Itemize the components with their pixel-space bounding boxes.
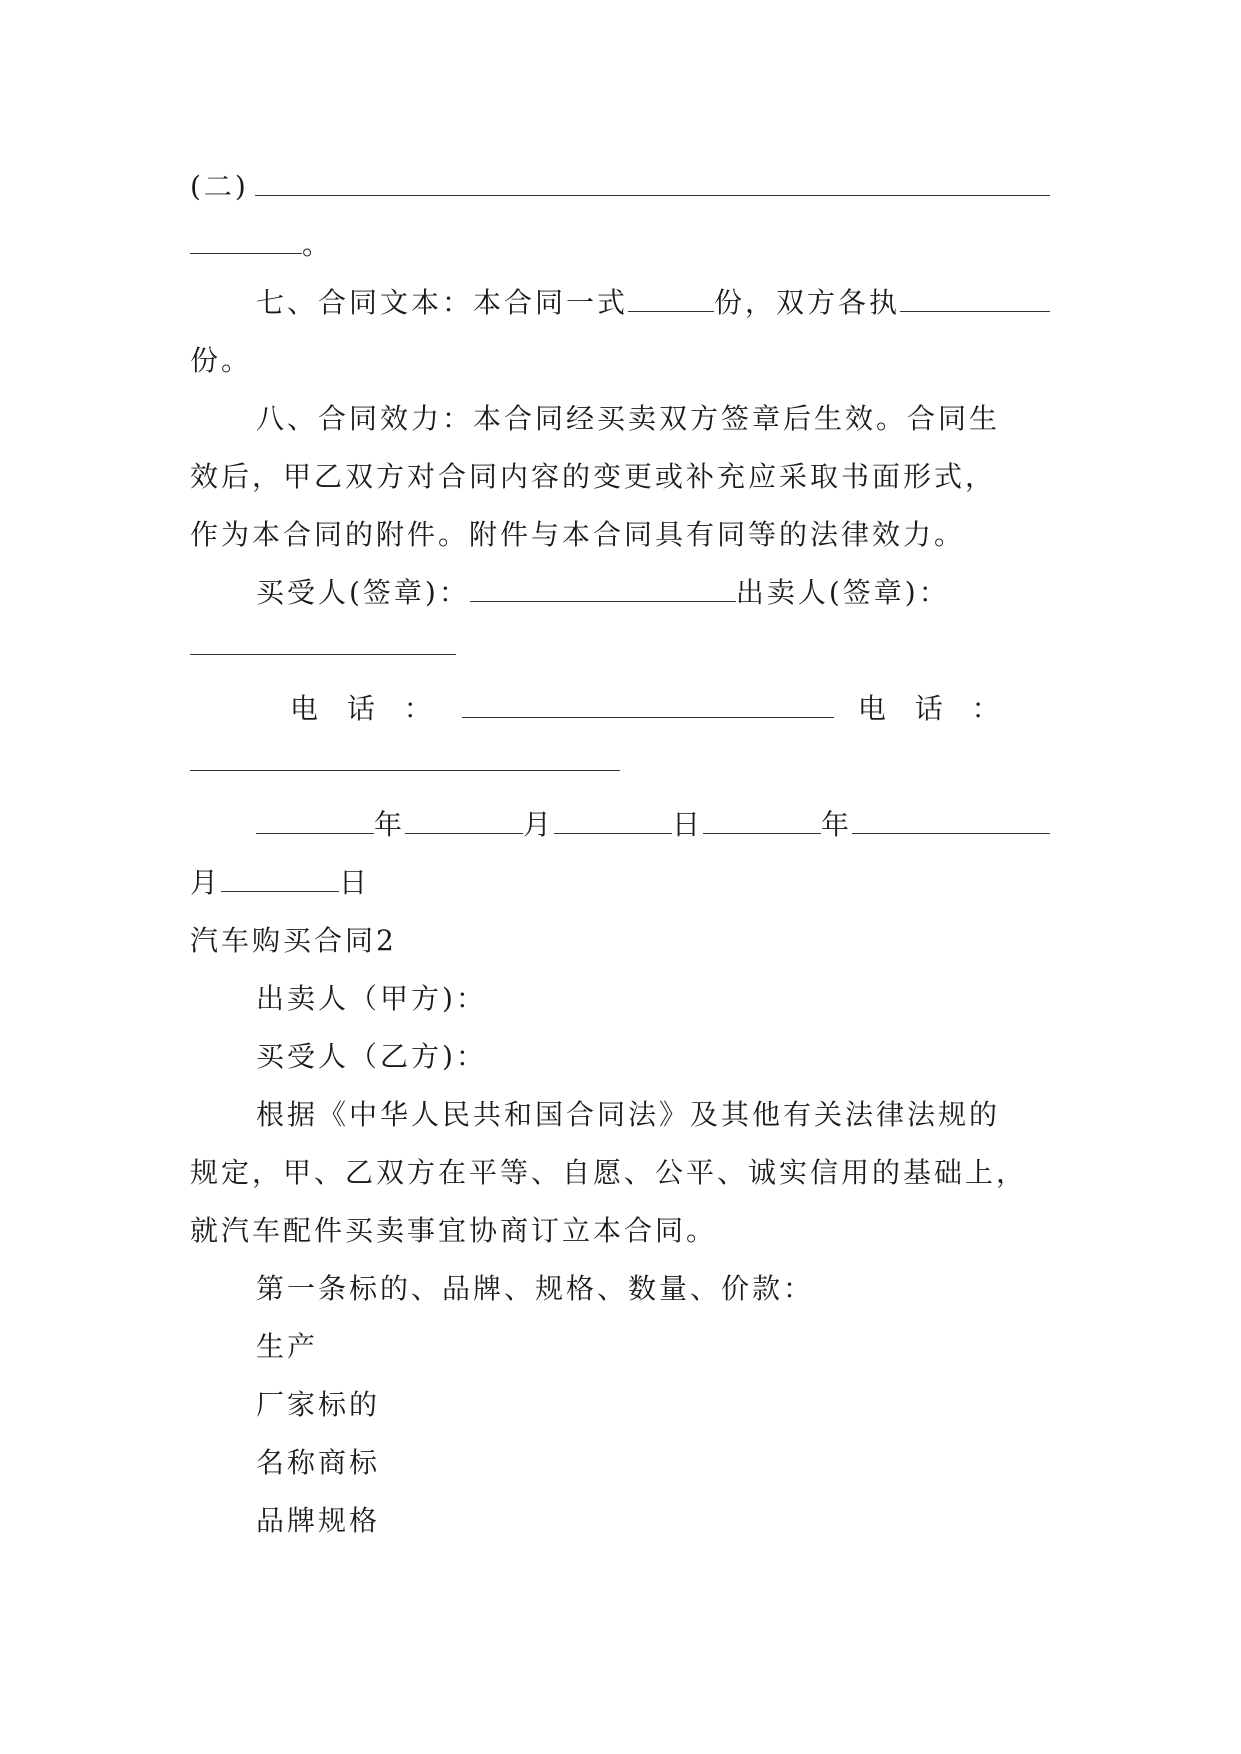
table-item-name-brand: 名称商标 bbox=[256, 1446, 381, 1479]
day-blank-1 bbox=[554, 811, 672, 834]
date-line-2 bbox=[190, 854, 1050, 912]
clause-2-blank-end bbox=[190, 231, 302, 254]
preamble-line-3: 就汽车配件买卖事宜协商订立本合同。 bbox=[190, 1214, 718, 1247]
buyer-party: 买受人（乙方)： bbox=[256, 1040, 487, 1073]
table-item-production: 生产 bbox=[256, 1330, 319, 1363]
buyer-phone-label: 电 话 ： bbox=[290, 692, 442, 725]
day-label-1: 日 bbox=[672, 808, 704, 841]
year-label-2: 年 bbox=[821, 808, 853, 841]
buyer-phone-blank bbox=[462, 695, 834, 718]
seller-signature-blank-line bbox=[190, 622, 1050, 680]
month-label-1: 月 bbox=[523, 808, 555, 841]
clause-7-text-a: 七、合同文本：本合同一式 bbox=[256, 286, 629, 319]
seller-signature-blank bbox=[190, 654, 456, 655]
clause-8-line-3: 作为本合同的附件。附件与本合同具有同等的法律效力。 bbox=[190, 518, 966, 551]
contract-page bbox=[190, 158, 1050, 1550]
clause-7-end: 份。 bbox=[190, 344, 253, 377]
clause-2-continuation bbox=[190, 216, 1050, 274]
phone-line bbox=[190, 680, 1050, 738]
table-item-manufacturer: 厂家标的 bbox=[256, 1388, 381, 1421]
seller-phone-blank bbox=[190, 770, 620, 771]
seller-phone-label: 电 话 ： bbox=[857, 692, 1010, 725]
article-1-heading: 第一条标的、品牌、规格、数量、价款： bbox=[256, 1272, 815, 1305]
table-item-brand-spec: 品牌规格 bbox=[256, 1504, 381, 1537]
month-blank-1 bbox=[405, 811, 523, 834]
date-line bbox=[190, 796, 1050, 854]
signature-line bbox=[190, 564, 1050, 622]
clause-7-text-b: 份，双方各执 bbox=[714, 286, 901, 319]
copies-total-blank bbox=[628, 289, 714, 312]
year-label-1: 年 bbox=[374, 808, 406, 841]
clause-2-line bbox=[190, 158, 1050, 216]
year-blank-2 bbox=[703, 811, 821, 834]
buyer-signature-blank bbox=[470, 579, 736, 602]
month-label-2: 月 bbox=[190, 866, 222, 899]
year-blank-1 bbox=[256, 811, 374, 834]
day-label-2: 日 bbox=[339, 866, 371, 899]
period: 。 bbox=[302, 228, 334, 261]
document-title: 汽车购买合同2 bbox=[190, 924, 397, 957]
month-blank-2 bbox=[852, 811, 1050, 834]
clause-8-line-2: 效后，甲乙双方对合同内容的变更或补充应采取书面形式， bbox=[190, 460, 997, 493]
seller-phone-blank-line bbox=[190, 738, 1050, 796]
buyer-signature-label: 买受人(签章)： bbox=[256, 576, 470, 609]
day-blank-2 bbox=[221, 869, 339, 892]
preamble-line-2: 规定，甲、乙双方在平等、自愿、公平、诚实信用的基础上， bbox=[190, 1156, 1028, 1189]
clause-8-line-1: 八、合同效力：本合同经买卖双方签章后生效。合同生 bbox=[256, 402, 1001, 435]
clause-2-blank bbox=[255, 173, 1050, 196]
seller-signature-label: 出卖人(签章)： bbox=[735, 576, 950, 609]
clause-7-line bbox=[190, 274, 1050, 332]
copies-each-blank bbox=[900, 289, 1050, 312]
clause-2-label: (二) bbox=[190, 170, 249, 203]
seller-party: 出卖人（甲方)： bbox=[256, 982, 487, 1015]
preamble-line-1: 根据《中华人民共和国合同法》及其他有关法律法规的 bbox=[256, 1098, 1001, 1131]
